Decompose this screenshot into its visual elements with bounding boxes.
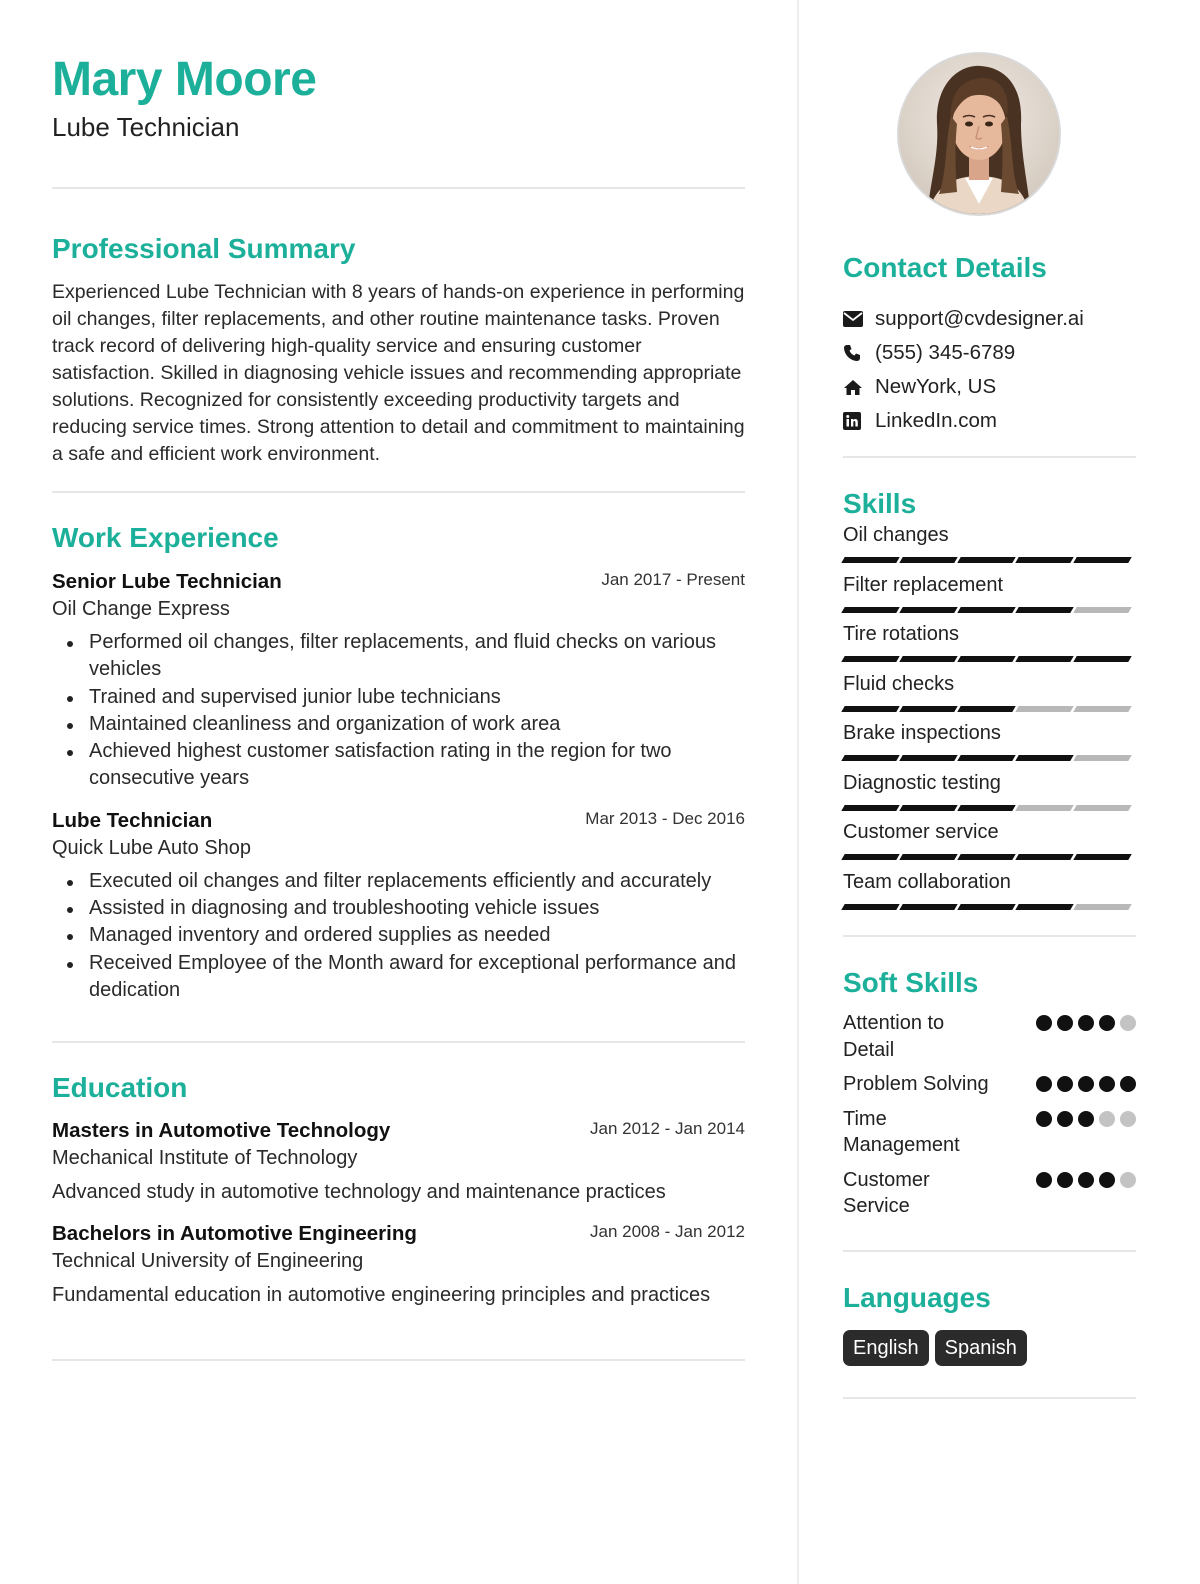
skill-level-segment xyxy=(841,755,899,761)
soft-skill-item xyxy=(843,1106,1136,1159)
rating-dot xyxy=(1057,1015,1073,1031)
divider xyxy=(843,456,1136,458)
rating-dot xyxy=(1120,1172,1136,1188)
job-bullets xyxy=(52,868,745,1004)
soft-skill-rating xyxy=(1036,1111,1136,1159)
job-bullet: Received Employee of the Month award for exceptional performance and dedication xyxy=(52,950,745,1005)
language-chip: Spanish xyxy=(935,1330,1027,1366)
main-column xyxy=(52,52,745,1361)
soft-skill-name: Attention to Detail xyxy=(843,1012,945,1061)
job-bullet: Executed oil changes and filter replacements efficiently and accurately xyxy=(52,868,745,895)
soft-skill-rating xyxy=(1036,1076,1136,1098)
soft-skill-name: Customer Service xyxy=(843,1168,930,1217)
skill-item xyxy=(843,770,1136,820)
candidate-name: Mary Moore xyxy=(52,53,317,106)
skill-level-segment xyxy=(841,706,899,712)
skill-level-segment xyxy=(1015,904,1073,910)
skill-name: Brake inspections xyxy=(843,722,1001,744)
skill-level-segment xyxy=(957,557,1015,563)
rating-dot xyxy=(1078,1111,1094,1127)
skill-level-segment xyxy=(841,557,899,563)
job-entry xyxy=(52,569,745,793)
candidate-title: Lube Technician xyxy=(52,112,240,142)
skill-level-segment xyxy=(841,607,899,613)
skill-name: Tire rotations xyxy=(843,623,959,645)
rating-dot xyxy=(1120,1076,1136,1092)
skill-name: Oil changes xyxy=(843,524,949,546)
job-dates: Jan 2017 - Present xyxy=(601,570,745,589)
job-company: Quick Lube Auto Shop xyxy=(52,836,252,859)
skill-item xyxy=(843,522,1136,572)
soft-skill-item xyxy=(843,1071,1136,1098)
job-bullet: Trained and supervised junior lube technicians xyxy=(52,684,745,711)
skill-level-segment xyxy=(899,706,957,712)
skill-level-segment xyxy=(1015,706,1073,712)
skill-name: Fluid checks xyxy=(843,672,955,695)
job-entry xyxy=(52,808,745,1004)
divider xyxy=(843,1397,1136,1399)
education-entry xyxy=(52,1221,745,1309)
skill-level-segment xyxy=(1073,755,1131,761)
skill-level-segment xyxy=(957,904,1015,910)
job-dates: Mar 2013 - Dec 2016 xyxy=(585,808,745,828)
rating-dot xyxy=(1120,1111,1136,1127)
skill-level-segment xyxy=(1073,607,1131,613)
contact-linkedin-text: LinkedIn.com xyxy=(875,409,997,432)
job-bullet: Maintained cleanliness and organization of work area xyxy=(52,711,745,738)
skill-level-segment xyxy=(899,904,957,910)
experience-heading: Work Experience xyxy=(52,522,279,553)
skill-level-segment xyxy=(899,607,957,613)
skill-level-segment xyxy=(1073,805,1131,811)
linkedin-icon xyxy=(843,412,875,430)
skill-level-segment xyxy=(957,607,1015,613)
soft-skill-item xyxy=(843,1167,1136,1220)
job-company: Oil Change Express xyxy=(52,598,230,620)
soft-skill-item xyxy=(843,1010,1136,1063)
divider xyxy=(52,1041,745,1043)
education-description: Fundamental education in automotive engineering principles and practices xyxy=(52,1284,711,1307)
job-bullet: Assisted in diagnosing and troubleshooting vehicle issues xyxy=(52,895,745,922)
soft-skill-name: Time Management xyxy=(843,1107,960,1156)
skill-level-segment xyxy=(957,854,1015,860)
rating-dot xyxy=(1057,1172,1073,1188)
language-chip: English xyxy=(843,1330,929,1366)
skill-level-segment xyxy=(1015,805,1073,811)
skill-level-segment xyxy=(841,904,899,910)
skill-item xyxy=(843,819,1136,869)
divider xyxy=(52,187,745,189)
skill-level-bar xyxy=(843,706,1136,712)
portrait-illustration xyxy=(899,54,1059,214)
skill-name: Diagnostic testing xyxy=(843,771,1001,794)
rating-dot xyxy=(1120,1015,1136,1031)
skill-level-bar xyxy=(843,805,1136,811)
rating-dot xyxy=(1099,1111,1115,1127)
contact-phone-text: (555) 345-6789 xyxy=(875,341,1016,364)
languages-list xyxy=(843,1330,1136,1366)
skill-item xyxy=(843,720,1136,770)
summary-text: Experienced Lube Technician with 8 years of hands-on experience in performing oil changes, filter replacements, and other routine maintenance tasks. Proven track record of delivering high-quality service and ensuring customer satisfaction. Skilled in diagnosing vehicle issues and recommending appropriate solutions. Recognized for consistently exceeding productivity targets and reducing service times. Strong attention to detail and commitment to maintaining a safe and efficient work environment. xyxy=(52,281,745,465)
rating-dot xyxy=(1036,1015,1052,1031)
job-role: Senior Lube Technician xyxy=(52,570,282,593)
skill-level-bar xyxy=(843,904,1136,910)
skill-level-segment xyxy=(957,755,1015,761)
skill-level-bar xyxy=(843,607,1136,613)
degree-title: Masters in Automotive Technology xyxy=(52,1119,391,1143)
skill-level-segment xyxy=(841,854,899,860)
job-bullets xyxy=(52,629,745,793)
home-icon xyxy=(843,379,875,396)
skill-level-segment xyxy=(899,854,957,860)
skill-level-segment xyxy=(899,656,957,662)
skills-list xyxy=(843,522,1136,918)
skill-name: Team collaboration xyxy=(843,870,1011,893)
skill-item xyxy=(843,621,1136,671)
education-description: Advanced study in automotive technology and maintenance practices xyxy=(52,1181,666,1204)
skill-level-segment xyxy=(841,805,899,811)
languages-heading: Languages xyxy=(843,1281,991,1313)
education-dates: Jan 2012 - Jan 2014 xyxy=(589,1119,745,1139)
education-heading: Education xyxy=(52,1072,188,1104)
skill-level-segment xyxy=(1073,656,1131,662)
contact-linkedin[interactable] xyxy=(843,404,1136,438)
education-dates: Jan 2008 - Jan 2012 xyxy=(589,1222,745,1242)
divider xyxy=(843,935,1136,937)
contact-heading: Contact Details xyxy=(843,252,1047,283)
job-role: Lube Technician xyxy=(52,808,213,832)
rating-dot xyxy=(1099,1172,1115,1188)
rating-dot xyxy=(1099,1076,1115,1092)
education-entry xyxy=(52,1118,745,1206)
summary-heading: Professional Summary xyxy=(52,233,356,264)
skill-level-segment xyxy=(1073,854,1131,860)
job-bullet: Managed inventory and ordered supplies as needed xyxy=(52,922,745,949)
skill-item xyxy=(843,869,1136,919)
soft-skill-name: Problem Solving xyxy=(843,1073,989,1095)
skill-level-segment xyxy=(1015,755,1073,761)
rating-dot xyxy=(1057,1076,1073,1092)
skills-heading: Skills xyxy=(843,488,917,519)
skill-level-segment xyxy=(1015,607,1073,613)
rating-dot xyxy=(1078,1076,1094,1092)
skill-name: Filter replacement xyxy=(843,573,1004,596)
soft-skills-list xyxy=(843,1010,1136,1220)
job-bullet: Performed oil changes, filter replacements, and fluid checks on various vehicles xyxy=(52,629,745,684)
envelope-icon xyxy=(843,311,875,327)
rating-dot xyxy=(1099,1015,1115,1031)
soft-skill-rating xyxy=(1036,1015,1136,1063)
skill-level-segment xyxy=(841,656,899,662)
skill-level-segment xyxy=(957,805,1015,811)
rating-dot xyxy=(1036,1076,1052,1092)
soft-skill-rating xyxy=(1036,1172,1136,1220)
phone-icon xyxy=(843,344,875,362)
skill-item xyxy=(843,671,1136,721)
skill-level-segment xyxy=(1015,854,1073,860)
skill-level-segment xyxy=(899,755,957,761)
divider xyxy=(52,491,745,493)
soft-skills-heading: Soft Skills xyxy=(843,967,979,998)
contact-phone[interactable] xyxy=(843,336,1136,370)
profile-photo xyxy=(897,52,1061,216)
skill-level-segment xyxy=(899,805,957,811)
skill-level-segment xyxy=(899,557,957,563)
column-divider xyxy=(797,0,799,1584)
school-name: Technical University of Engineering xyxy=(52,1250,364,1273)
contact-email-text: support@cvdesigner.ai xyxy=(875,307,1084,330)
rating-dot xyxy=(1078,1172,1094,1188)
skill-level-segment xyxy=(957,706,1015,712)
skill-level-segment xyxy=(1073,557,1131,563)
rating-dot xyxy=(1057,1111,1073,1127)
job-bullet: Achieved highest customer satisfaction rating in the region for two consecutive years xyxy=(52,738,745,793)
degree-title: Bachelors in Automotive Engineering xyxy=(52,1222,417,1246)
rating-dot xyxy=(1036,1111,1052,1127)
skill-name: Customer service xyxy=(843,821,999,843)
skill-level-segment xyxy=(1073,904,1131,910)
school-name: Mechanical Institute of Technology xyxy=(52,1147,358,1170)
skill-level-bar xyxy=(843,854,1136,860)
skill-level-segment xyxy=(1015,557,1073,563)
contact-location-text: NewYork, US xyxy=(875,375,997,398)
skill-level-segment xyxy=(957,656,1015,662)
skill-level-segment xyxy=(1015,656,1073,662)
contact-email[interactable] xyxy=(843,302,1136,336)
divider xyxy=(52,1359,745,1361)
skill-level-segment xyxy=(1073,706,1131,712)
contact-list xyxy=(843,302,1136,438)
contact-location xyxy=(843,370,1136,404)
skill-level-bar xyxy=(843,755,1136,761)
rating-dot xyxy=(1078,1015,1094,1031)
skill-level-bar xyxy=(843,656,1136,662)
skill-item xyxy=(843,572,1136,622)
sidebar-column xyxy=(843,250,1136,1399)
rating-dot xyxy=(1036,1172,1052,1188)
divider xyxy=(843,1250,1136,1252)
skill-level-bar xyxy=(843,557,1136,563)
